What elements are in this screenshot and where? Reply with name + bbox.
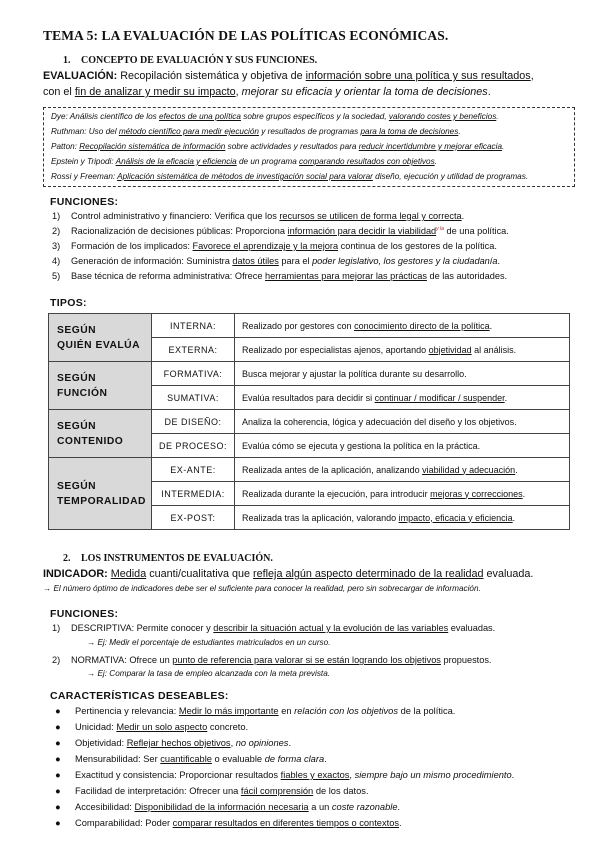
section-number: 1. [63,55,71,66]
text-span: Accesibilidad: [75,802,135,812]
text-span: . [496,112,499,121]
table-row [49,314,570,338]
group-cell [49,410,152,458]
underlined-span: Medir un solo aspecto [116,722,208,732]
group-label: SEGÚN [57,480,97,492]
underlined-span: objetividad [428,344,472,355]
italic-span: de forma clara [264,754,325,764]
funcion-indicador-item [52,655,491,665]
text-span: Patton: [51,142,80,151]
bullet-icon: ● [55,802,61,812]
term-label: INDICADOR: [43,568,108,580]
text-span: Realizada antes de la aplicación, analizando [242,464,423,475]
author-line [51,157,437,166]
item-number: 1) [52,623,61,633]
description-cell [235,458,570,482]
text-span: , [230,738,236,748]
text-span: Exactitud y consistencia: Proporcionar resultados [75,770,281,780]
underlined-span: Medida [110,568,147,580]
text-span: . [397,802,401,812]
indicador-definition [43,566,533,582]
text-span: . [487,86,491,98]
list-item [55,706,455,716]
subtype-cell: SUMATIVA: [152,386,235,410]
text-span: . [399,818,402,828]
text-span: . [504,392,508,403]
underlined-span: valorando costes y beneficios [388,112,497,121]
table-row [49,410,570,434]
bullet-icon: ● [55,738,61,748]
section-label: LOS INSTRUMENTOS DE EVALUACIÓN. [81,553,273,564]
subtype-cell: DE PROCESO: [152,434,235,458]
handwritten-note: y la [436,226,444,232]
group-cell [49,314,152,362]
text-span: Comparabilidad: Poder [75,818,173,828]
text-span: Evalúa resultados para decidir si [242,392,375,403]
text-span: sobre grupos específicos y la sociedad, [240,112,389,121]
group-label: CONTENIDO [57,435,124,447]
group-cell [49,362,152,410]
text-span: diseño, ejecución y utilidad de programas [372,172,526,181]
description-cell: Busca mejorar y ajustar la política durante su desarrollo. [235,362,570,386]
example-note: → Ej: Comparar la tasa de empleo alcanzada con la meta prevista. [87,669,331,678]
list-item [55,770,514,780]
item-number: 5) [52,271,61,281]
italic-span: coste razonable [331,802,398,812]
description-cell [235,506,570,530]
evaluacion-definition-line-1 [43,68,534,84]
text-span: . [511,770,515,780]
underlined-span: Aplicación sistemática de métodos de investigación social para valorar [117,172,373,181]
text-span: Realizada tras la aplicación, valorando [242,512,399,523]
description-cell: Analiza la coherencia, lógica y adecuación del diseño y los objetivos. [235,410,570,434]
list-item [55,722,248,732]
text-span: Realizado por especialistas ajenos, aportando [242,344,429,355]
underlined-span: herramientas para mejorar las prácticas [265,271,427,281]
funciones-indicador-heading: FUNCIONES: [50,608,119,620]
description-cell [235,338,570,362]
text-span: Formación de los implicados: [71,241,193,251]
text-span: concreto. [207,722,249,732]
bullet-icon: ● [55,818,61,828]
text-span: Pertinencia y relevancia: [75,706,179,716]
author-line [51,172,528,181]
text-span: Dye: Análisis científico de los [51,112,160,121]
text-span: DESCRIPTIVA: Permite conocer y [71,623,214,633]
text-span: cuanti/cualitativa que [146,568,254,580]
underlined-span: fin de analizar y medir su impacto [74,86,236,98]
text-span: con el [43,86,75,98]
italic-span: no opiniones [235,738,289,748]
text-span: , [349,770,355,780]
section-label: CONCEPTO DE EVALUACIÓN Y SUS FUNCIONES. [81,55,318,66]
text-span: . [512,512,516,523]
text-span: . [324,754,327,764]
underlined-span: método científico para medir ejecución [118,127,259,136]
subtype-cell: EX-ANTE: [152,458,235,482]
text-span: de los datos. [313,786,369,796]
text-span: Unicidad: [75,722,117,732]
group-label: SEGÚN [57,324,97,336]
author-line [51,142,504,151]
author-line [51,112,499,121]
underlined-span: punto de referencia para valorar si se están logrando los objetivos [172,655,441,665]
item-number: 1) [52,211,61,221]
text-span: , [530,70,534,82]
description-cell: Evalúa cómo se ejecuta y gestiona la política en la práctica. [235,434,570,458]
group-label: TEMPORALIDAD [57,495,146,507]
underlined-span: efectos de una política [159,112,241,121]
description-cell [235,482,570,506]
underlined-span: recursos se utilicen de forma legal y correcta [279,211,462,221]
item-number: 4) [52,256,61,266]
tipos-table [48,313,570,530]
underlined-span: fiables y exactos [280,770,350,780]
text-span: Objetividad: [75,738,127,748]
text-span: . [288,738,292,748]
text-span: Base técnica de reforma administrativa: Ofrece [71,271,266,281]
group-label: QUIÉN EVALÚA [57,339,141,351]
underlined-span: Disponibilidad de la información necesaria [134,802,309,812]
text-span: o evaluable [211,754,265,764]
bullet-icon: ● [55,754,61,764]
underlined-span: cuantificable [160,754,212,764]
underlined-span: Medir lo más importante [178,706,279,716]
bullet-icon: ● [55,722,61,732]
text-span: para el [278,256,313,266]
text-span: evaluadas. [448,623,496,633]
bullet-icon: ● [55,770,61,780]
section-heading-2 [63,553,273,564]
text-span: Ruthman: Uso del [51,127,119,136]
underlined-span: para la toma de decisiones [360,127,459,136]
text-span: Epstein y Tripodi: [51,157,116,166]
author-line [51,127,461,136]
italic-span: poder legislativo, los gestores y la ciudadanía [312,256,498,266]
italic-span: mejorar su eficacia y orientar la toma de decisiones [241,86,488,98]
item-number: 2) [52,655,61,665]
text-span: sobre actividades y resultados para [225,142,359,151]
text-span: Realizada durante la ejecución, para introducir [242,488,431,499]
item-number: 2) [52,226,61,237]
text-span: Recopilación sistemática y objetiva de [120,70,306,82]
text-span: evaluada. [483,568,534,580]
list-item [55,802,400,812]
text-span: en [278,706,295,716]
underlined-span: comparar resultados en diferentes tiempos o contextos [172,818,400,828]
underlined-span: impacto, eficacia y eficiencia [398,512,513,523]
list-item [55,818,402,828]
funciones-heading: FUNCIONES: [50,196,119,208]
underlined-span: reducir incertidumbre y mejorar eficacia [358,142,503,151]
text-span: continua de los gestores de la política. [338,241,497,251]
funcion-item [52,271,507,281]
list-item [55,786,369,796]
text-span: Racionalización de decisiones públicas: Proporciona [71,226,288,237]
list-item [55,754,327,764]
term-label: EVALUACIÓN: [43,70,118,82]
subtype-cell: FORMATIVA: [152,362,235,386]
text-span: y resultados de programas [258,127,361,136]
underlined-span: Reflejar hechos objetivos [126,738,231,748]
underlined-span: continuar / modificar / suspender [374,392,505,403]
indicador-note: → El número óptimo de indicadores debe ser el suficiente para conocer la realidad, pero sin sobrecargar de información. [43,584,481,593]
description-cell [235,314,570,338]
text-span: Facilidad de interpretación: Ofrecer una [75,786,241,796]
underlined-span: información para decidir la viabilidad [287,226,437,237]
text-span: . [497,256,501,266]
item-number: 3) [52,241,61,251]
underlined-span: Recopilación sistemática de información [79,142,226,151]
authors-definitions-box [43,107,575,187]
text-span: . [458,127,461,136]
description-cell [235,386,570,410]
underlined-span: mejoras y correcciones [430,488,523,499]
funcion-indicador-item [52,623,495,633]
text-span: . [489,320,493,331]
table-row [49,458,570,482]
page-title: TEMA 5: LA EVALUACIÓN DE LAS POLÍTICAS ECONÓMICAS. [43,28,449,43]
text-span: . [434,157,437,166]
subtype-cell: DE DISEÑO: [152,410,235,434]
text-span: de un programa [236,157,300,166]
text-span: a un [308,802,332,812]
italic-span: siempre bajo un mismo procedimiento [354,770,512,780]
subtype-cell: EXTERNA: [152,338,235,362]
subtype-cell: EX-POST: [152,506,235,530]
text-span: . [502,142,505,151]
text-span: Mensurabilidad: Ser [75,754,161,764]
text-span: Control administrativo y financiero: Verifica que los [71,211,280,221]
bullet-icon: ● [55,786,61,796]
italic-span: relación con los objetivos [294,706,398,716]
tipos-heading: TIPOS: [50,297,87,309]
list-item [55,738,291,748]
text-span: , [235,86,242,98]
underlined-span: comparando resultados con objetivos [299,157,435,166]
text-span: . [525,172,529,181]
table-row [49,362,570,386]
section-heading-1 [63,55,317,66]
underlined-span: conocimiento directo de la política [354,320,490,331]
group-label: SEGÚN [57,372,97,384]
funcion-item [52,241,497,251]
group-label: SEGÚN [57,420,97,432]
text-span: de las autoridades. [426,271,508,281]
underlined-span: Favorece el aprendizaje y la mejora [192,241,339,251]
text-span: de una política. [443,226,509,237]
underlined-span: datos útiles [232,256,279,266]
evaluacion-definition-line-2 [43,84,491,100]
text-span: . [522,488,526,499]
subtype-cell: INTERNA: [152,314,235,338]
example-note: → Ej: Medir el porcentaje de estudiantes matriculados en un curso. [87,638,331,647]
text-span: al análisis. [471,344,517,355]
bullet-icon: ● [55,706,61,716]
caracteristicas-heading: CARACTERÍSTICAS DESEABLES: [50,690,229,702]
text-span: propuestos. [440,655,492,665]
underlined-span: describir la situación actual y la evolución de las variables [213,623,449,633]
subtype-cell: INTERMEDIA: [152,482,235,506]
funcion-item [52,226,509,236]
underlined-span: Análisis de la eficacia y eficiencia [115,157,237,166]
underlined-span: información sobre una política y sus resultados [305,70,531,82]
text-span: . [461,211,465,221]
text-span: de la política. [398,706,456,716]
group-label: FUNCIÓN [57,387,108,399]
section-number: 2. [63,553,71,564]
text-span: . [515,464,518,475]
funcion-item [52,256,500,266]
text-span: Realizado por gestores con [242,320,355,331]
underlined-span: fácil comprensión [240,786,314,796]
text-span: Generación de información: Suministra [71,256,233,266]
group-cell [49,458,152,530]
underlined-span: viabilidad y adecuación [422,464,516,475]
underlined-span: refleja algún aspecto determinado de la realidad [253,568,484,580]
funcion-item [52,211,464,221]
text-span: Rossi y Freeman: [51,172,118,181]
text-span: NORMATIVA: Ofrece un [71,655,173,665]
